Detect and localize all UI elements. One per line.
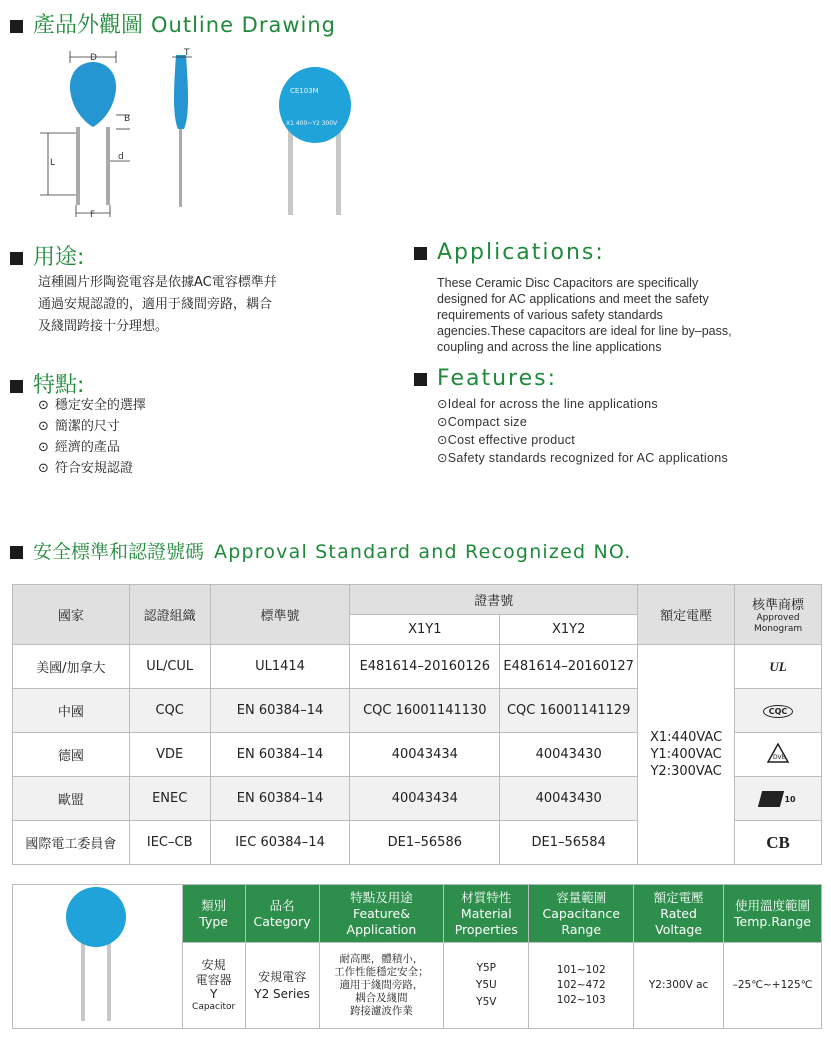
applications-zh-line: 這種圓片形陶瓷電容是依據AC電容標準幷: [38, 275, 277, 290]
features-en-title: Features:: [437, 366, 558, 391]
header-x1y1: X1Y1: [350, 615, 500, 645]
circle-dot-icon: ⊙: [437, 433, 448, 447]
cell-standard: EN 60384–14: [210, 689, 350, 733]
cell-x1y1: DE1–56586: [350, 821, 500, 865]
applications-zh-heading: [10, 240, 84, 271]
header-org: 認證組織: [129, 585, 210, 645]
outline-title-zh: 產品外觀圖: [33, 13, 144, 38]
cell-temp: –25℃~+125℃: [724, 943, 822, 1029]
cell-country: 歐盟: [13, 777, 130, 821]
header-standard: 標準號: [210, 585, 350, 645]
header-feature: 特點及用途 Feature& Application: [319, 885, 444, 943]
header-category: 品名 Category: [245, 885, 319, 943]
cell-x1y1: 40043434: [350, 733, 500, 777]
heading-square-icon: [414, 373, 427, 386]
marking-line-1: CE103M: [290, 87, 319, 95]
outline-title-en: Outline Drawing: [151, 13, 336, 37]
header-x1y2: X1Y2: [500, 615, 638, 645]
circle-dot-icon: ⊙: [38, 461, 49, 476]
cell-org: CQC: [129, 689, 210, 733]
circle-dot-icon: ⊙: [38, 419, 49, 434]
dim-t-label: T: [184, 48, 190, 58]
cell-category: 安規電容 Y2 Series: [245, 943, 319, 1029]
marking-line-2: X1 400~Y2 300V: [286, 120, 338, 127]
cell-feature: 耐高壓，體積小， 工作性能穩定安全； 適用于綫間旁路， 耦合及綫間 跨接濾波作業: [319, 943, 444, 1029]
cell-material: Y5P Y5U Y5V: [444, 943, 529, 1029]
cell-type: 安規 電容器 Y Capacitor: [182, 943, 245, 1029]
voltage-line: Y1:400VAC: [650, 747, 722, 762]
cell-country: 美國/加拿大: [13, 645, 130, 689]
cell-x1y2: E481614–20160127: [500, 645, 638, 689]
applications-en-title: Applications:: [437, 240, 605, 265]
header-type: 類別 Type: [182, 885, 245, 943]
features-en-list: [437, 395, 777, 467]
dim-d-label: D: [90, 53, 97, 63]
table-row: [13, 645, 822, 689]
dim-f-label: F: [90, 210, 96, 220]
features-en-item: ⊙Compact size: [437, 415, 528, 429]
circle-dot-icon: ⊙: [437, 451, 448, 465]
features-en-heading: [414, 366, 557, 391]
cell-standard: EN 60384–14: [210, 777, 350, 821]
approval-table: [12, 584, 822, 865]
cell-x1y1: E481614–20160126: [350, 645, 500, 689]
product-table: [12, 884, 822, 1029]
circle-dot-icon: ⊙: [437, 415, 448, 429]
applications-zh-text: [38, 272, 338, 338]
header-mark-sub1: Approved: [756, 613, 800, 623]
cell-org: VDE: [129, 733, 210, 777]
svg-text:DVE: DVE: [773, 753, 786, 761]
applications-en-line: designed for AC applications and meet the safety: [437, 292, 709, 306]
applications-zh-line: 通過安規認證的，適用于綫間旁路，耦合: [38, 297, 273, 312]
cell-voltage: [638, 645, 735, 865]
ul-logo-icon: UL: [735, 645, 822, 689]
header-mark-zh: 核準商標: [752, 598, 805, 613]
capacitor-photo: [279, 67, 351, 215]
dim-b-label: B: [124, 114, 131, 124]
features-zh-item: ⊙ 穩定安全的選擇: [38, 398, 146, 413]
outline-drawing: [20, 45, 380, 225]
voltage-line: Y2:300VAC: [650, 764, 722, 779]
heading-square-icon: [10, 252, 23, 265]
applications-en-line: agencies.These capacitors are ideal for line by–pass,: [437, 324, 732, 338]
voltage-line: X1:440VAC: [650, 730, 723, 745]
approval-title-zh: 安全標準和認證號碼: [33, 541, 205, 563]
approval-title-en: Approval Standard and Recognized NO.: [214, 541, 632, 563]
cell-country: 國際電工委員會: [13, 821, 130, 865]
cell-x1y1: 40043434: [350, 777, 500, 821]
cb-logo-icon: CB: [735, 821, 822, 865]
header-country: 國家: [13, 585, 130, 645]
heading-square-icon: [414, 247, 427, 260]
cell-x1y2: DE1–56584: [500, 821, 638, 865]
applications-en-text: [437, 275, 767, 355]
capacitor-front-view: [40, 51, 130, 220]
applications-en-heading: [414, 240, 605, 265]
cell-x1y2: 40043430: [500, 733, 638, 777]
approval-heading: [10, 537, 632, 564]
header-temp: 使用溫度範圍 Temp.Range: [724, 885, 822, 943]
features-en-item: ⊙Cost effective product: [437, 433, 576, 447]
header-voltage: 額定電壓: [638, 585, 735, 645]
features-en-item: ⊙Safety standards recognized for AC applications: [437, 451, 729, 465]
features-zh-item: ⊙ 符合安規認證: [38, 461, 133, 476]
header-material: 材質特性 Material Properties: [444, 885, 529, 943]
cell-country: 中國: [13, 689, 130, 733]
cell-x1y2: 40043430: [500, 777, 638, 821]
capacitor-side-view: [172, 48, 192, 207]
circle-dot-icon: ⊙: [38, 440, 49, 455]
features-zh-item: ⊙ 簡潔的尺寸: [38, 419, 120, 434]
dim-l-label: L: [50, 158, 56, 168]
cell-capacitance: 101~102 102~472 102~103: [529, 943, 634, 1029]
heading-square-icon: [10, 546, 23, 559]
cell-org: IEC–CB: [129, 821, 210, 865]
cell-x1y1: CQC 16001141130: [350, 689, 500, 733]
product-photo: [13, 885, 183, 1029]
circle-dot-icon: ⊙: [437, 397, 448, 411]
applications-en-line: requirements of various safety standards: [437, 308, 663, 322]
header-rated-voltage: 額定電壓 Rated Voltage: [634, 885, 724, 943]
vde-logo-icon: [735, 733, 822, 777]
header-mark-sub2: Monogram: [753, 624, 803, 634]
circle-dot-icon: ⊙: [38, 398, 49, 413]
header-cert: 證書號: [350, 585, 638, 615]
features-zh-item: ⊙ 經濟的產品: [38, 440, 120, 455]
dim-dd-label: d: [118, 152, 124, 162]
applications-en-line: coupling and across the line applications: [437, 340, 662, 354]
cell-standard: UL1414: [210, 645, 350, 689]
heading-square-icon: [10, 380, 23, 393]
applications-zh-line: 及綫間跨接十分理想。: [38, 319, 169, 334]
capacitor-product-icon: [57, 885, 137, 1025]
cell-standard: EN 60384–14: [210, 733, 350, 777]
features-en-item: ⊙Ideal for across the line applications: [437, 397, 658, 411]
cell-standard: IEC 60384–14: [210, 821, 350, 865]
applications-zh-title: 用途:: [33, 245, 85, 270]
cell-x1y2: CQC 16001141129: [500, 689, 638, 733]
header-mark: [735, 585, 822, 645]
cell-voltage: Y2:300V ac: [634, 943, 724, 1029]
heading-square-icon: [10, 20, 23, 33]
features-zh-title: 特點:: [33, 373, 85, 398]
cell-org: UL/CUL: [129, 645, 210, 689]
header-capacitance: 容量範圍 Capacitance Range: [529, 885, 634, 943]
cqc-logo-icon: CQC: [735, 689, 822, 733]
cell-org: ENEC: [129, 777, 210, 821]
enec-logo-icon: 10: [735, 777, 822, 821]
outline-heading: [10, 8, 336, 39]
cell-country: 德國: [13, 733, 130, 777]
features-zh-list: [38, 395, 338, 479]
applications-en-line: These Ceramic Disc Capacitors are specifically: [437, 276, 699, 290]
